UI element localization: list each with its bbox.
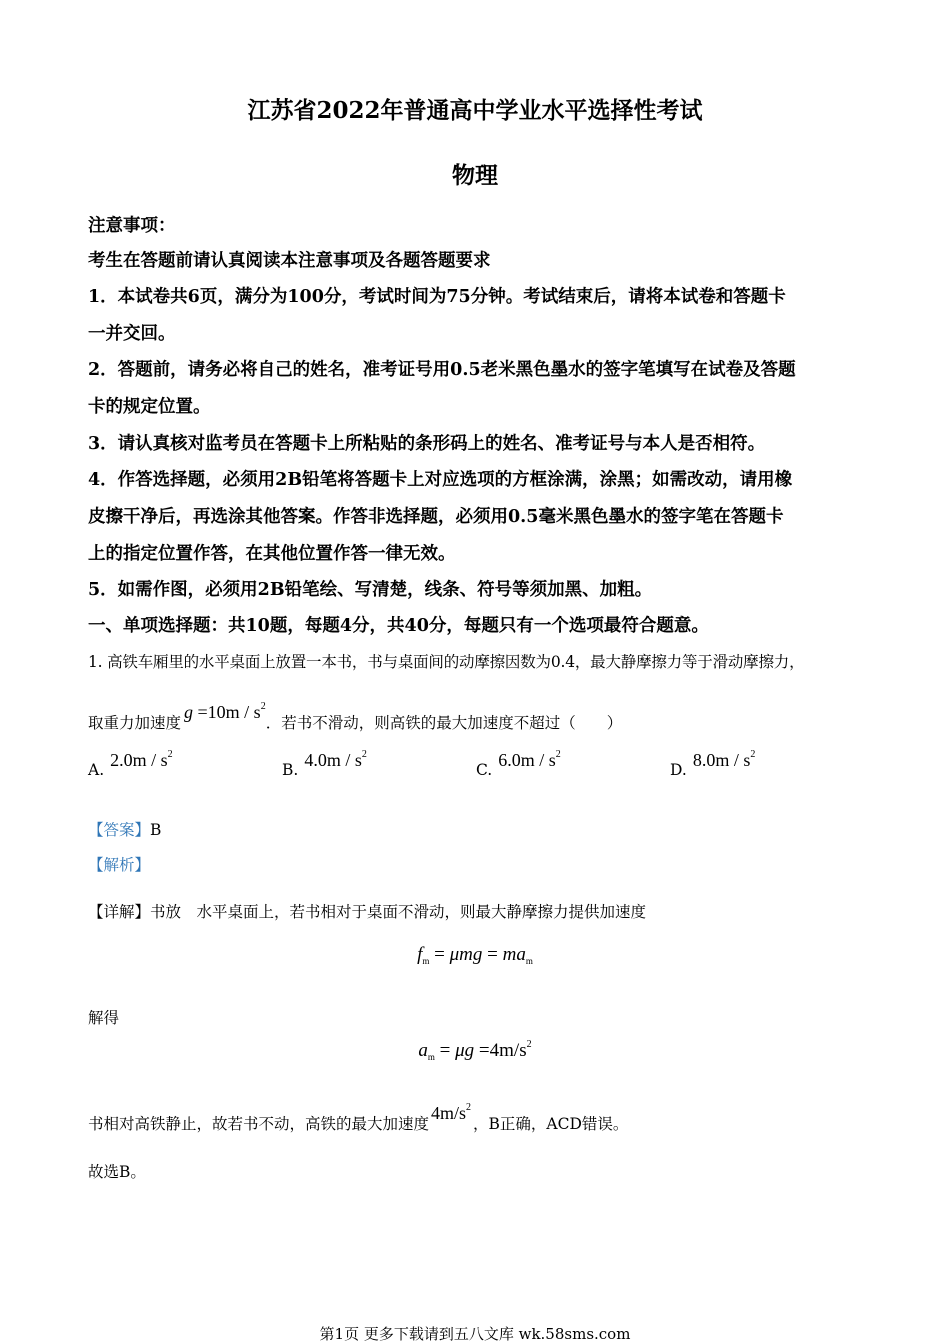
final-answer: 故选B。 — [88, 1163, 146, 1181]
notice-intro: 考生在答题前请认真阅读本注意事项及各题答题要求 — [88, 251, 491, 271]
question-1-stem-line2 — [88, 701, 623, 733]
stem-prefix: 取重力加速度 — [88, 714, 182, 732]
notice-line: 5．如需作图，必须用2B铅笔绘、写清楚，线条、符号等须加黑、加粗。 — [88, 580, 653, 600]
g-symbol: g — [184, 702, 194, 722]
question-1-stem: 1. 高铁车厢里的水平桌面上放置一本书，书与桌面间的动摩擦因数为0.4，最大静摩擦力等于滑动摩擦力， — [88, 653, 805, 671]
answer-tag: 【答案】 — [88, 821, 151, 839]
option-value: $4.0m / s^2$ — [304, 749, 367, 770]
answer-value: B — [150, 821, 162, 839]
option-d[interactable] — [670, 749, 756, 780]
g-value: =10m / s — [193, 702, 261, 722]
notice-line: 一并交回。 — [88, 324, 176, 344]
g-exponent: 2 — [260, 701, 266, 712]
section-heading: 一、单项选择题：共10题，每题4分，共40分，每题只有一个选项最符合题意。 — [88, 616, 709, 636]
option-b[interactable] — [282, 749, 367, 780]
notice-line: 1．本试卷共6页，满分为100分，考试时间为75分钟。考试结束后，请将本试卷和答题卡 — [88, 287, 786, 307]
option-a[interactable] — [88, 749, 173, 780]
conclusion-line: 书相对高铁静止，故若书不动，高铁的最大加速度$4m/s^2$，B正确，ACD错误。 — [88, 1102, 629, 1133]
option-letter: A. — [88, 761, 105, 779]
stem-suffix: ．若书不滑动，则高铁的最大加速度不超过（ ） — [265, 714, 623, 732]
conclusion-value: $4m/s^2$ — [431, 1102, 472, 1123]
option-value: $6.0m / s^2$ — [498, 749, 561, 770]
detail-tag: 【详解】 — [88, 903, 151, 921]
notice-line: 3．请认真核对监考员在答题卡上所粘贴的条形码上的姓名、准考证号与本人是否相符。 — [88, 434, 766, 454]
notice-line: 卡的规定位置。 — [88, 397, 211, 417]
notice-line: 皮擦干净后，再选涂其他答案。作答非选择题，必须用0.5毫米黑色墨水的签字笔在答题卡 — [88, 507, 784, 527]
detail-line — [88, 900, 646, 922]
detail-text: 书放 水平桌面上，若书相对于桌面不滑动，则最大静摩擦力提供加速度 — [150, 903, 647, 921]
notice-line: 上的指定位置作答，在其他位置作答一律无效。 — [88, 544, 456, 564]
analysis-tag: 【解析】 — [88, 856, 151, 874]
page-footer: 第1页 更多下载请到五八文库 wk.58sms.com — [319, 1325, 631, 1343]
exam-title: 江苏省2022年普通高中学业水平选择性考试 — [247, 97, 703, 124]
gravity-expression — [184, 702, 266, 722]
solve-label: 解得 — [88, 1009, 120, 1027]
equation-acceleration: $a_m = \mu g =4m/s^2$ — [418, 1039, 532, 1062]
option-c[interactable] — [476, 749, 561, 780]
option-letter: C. — [476, 761, 493, 779]
notice-heading: 注意事项： — [88, 216, 176, 236]
answer-line — [88, 818, 161, 840]
option-letter: B. — [282, 761, 299, 779]
option-value: $2.0m / s^2$ — [110, 749, 173, 770]
notice-line: 2．答题前，请务必将自己的姓名，准考证号用0.5老米黑色墨水的签字笔填写在试卷及答题 — [88, 360, 796, 380]
notice-line: 4．作答选择题，必须用2B铅笔将答题卡上对应选项的方框涂满，涂黑；如需改动，请用橡 — [88, 470, 793, 490]
equation-friction: $f_m = \mu mg = ma_m$ — [417, 944, 533, 966]
subject-title: 物理 — [452, 162, 498, 189]
option-value: $8.0m / s^2$ — [692, 749, 756, 770]
option-letter: D. — [670, 761, 687, 779]
